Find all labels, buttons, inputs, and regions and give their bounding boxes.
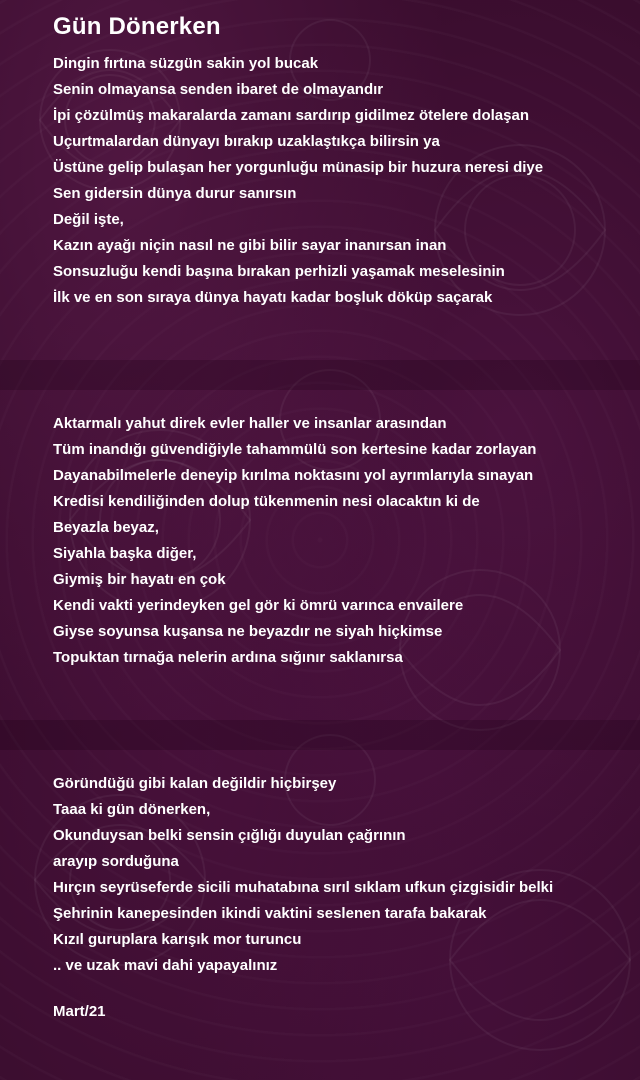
poem-line: Siyahla başka diğer,: [53, 545, 197, 562]
poem: [53, 10, 633, 1025]
poem-line: Kredisi kendiliğinden dolup tükenmenin nesi olacaktın ki de: [53, 493, 480, 510]
stanza-3: [53, 771, 633, 979]
stanza-1: [53, 51, 633, 311]
poem-line: İlk ve en son sıraya dünya hayatı kadar boşluk döküp saçarak: [53, 289, 493, 306]
poem-line: .. ve uzak mavi dahi yapayalınız: [53, 957, 278, 974]
poem-line: Göründüğü gibi kalan değildir hiçbirşey: [53, 775, 337, 792]
poem-line: Giyse soyunsa kuşansa ne beyazdır ne siyah hiçkimse: [53, 623, 443, 640]
poem-line: Kızıl guruplara karışık mor turuncu: [53, 931, 302, 948]
stanza-2: [53, 411, 633, 671]
poem-line: Şehrinin kanepesinden ikindi vaktini seslenen tarafa bakarak: [53, 905, 487, 922]
poem-line: Sonsuzluğu kendi başına bırakan perhizli yaşamak meselesinin: [53, 263, 505, 280]
poem-line: Tüm inandığı güvendiğiyle tahammülü son kertesine kadar zorlayan: [53, 441, 537, 458]
poem-date-signature: Mart/21: [53, 1003, 106, 1020]
poem-line: Sen gidersin dünya durur sanırsın: [53, 185, 297, 202]
poem-title: Gün Dönerken: [53, 13, 221, 40]
poem-line: Dayanabilmelerle deneyip kırılma noktasını yol ayrımlarıyla sınayan: [53, 467, 534, 484]
poem-line: Kendi vakti yerindeyken gel gör ki ömrü varınca envailere: [53, 597, 464, 614]
poem-line: Hırçın seyrüseferde sicili muhatabına sırıl sıklam ufkun çizgisidir belki: [53, 879, 554, 896]
stanza-spacer: [53, 671, 633, 771]
poem-line: Topuktan tırnağa nelerin ardına sığınır saklanırsa: [53, 649, 403, 666]
poem-line: Üstüne gelip bulaşan her yorgunluğu münasip bir huzura neresi diye: [53, 159, 544, 176]
poem-line: arayıp sorduğuna: [53, 853, 179, 870]
poem-line: Aktarmalı yahut direk evler haller ve insanlar arasından: [53, 415, 447, 432]
poem-line: Taaa ki gün dönerken,: [53, 801, 211, 818]
poem-line: İpi çözülmüş makaralarda zamanı sardırıp gidilmez ötelere dolaşan: [53, 107, 529, 124]
poem-line: Beyazla beyaz,: [53, 519, 159, 536]
poem-line: Okunduysan belki sensin çığlığı duyulan çağrının: [53, 827, 406, 844]
poem-line: Dingin fırtına süzgün sakin yol bucak: [53, 55, 319, 72]
poem-line: Senin olmayansa senden ibaret de olmayandır: [53, 81, 384, 98]
poem-line: Kazın ayağı niçin nasıl ne gibi bilir sayar inanırsan inan: [53, 237, 447, 254]
poem-line: Uçurtmalardan dünyayı bırakıp uzaklaştıkça bilirsin ya: [53, 133, 440, 150]
stanza-spacer: [53, 311, 633, 411]
poem-line: Giymiş bir hayatı en çok: [53, 571, 226, 588]
poem-line: Değil işte,: [53, 211, 124, 228]
